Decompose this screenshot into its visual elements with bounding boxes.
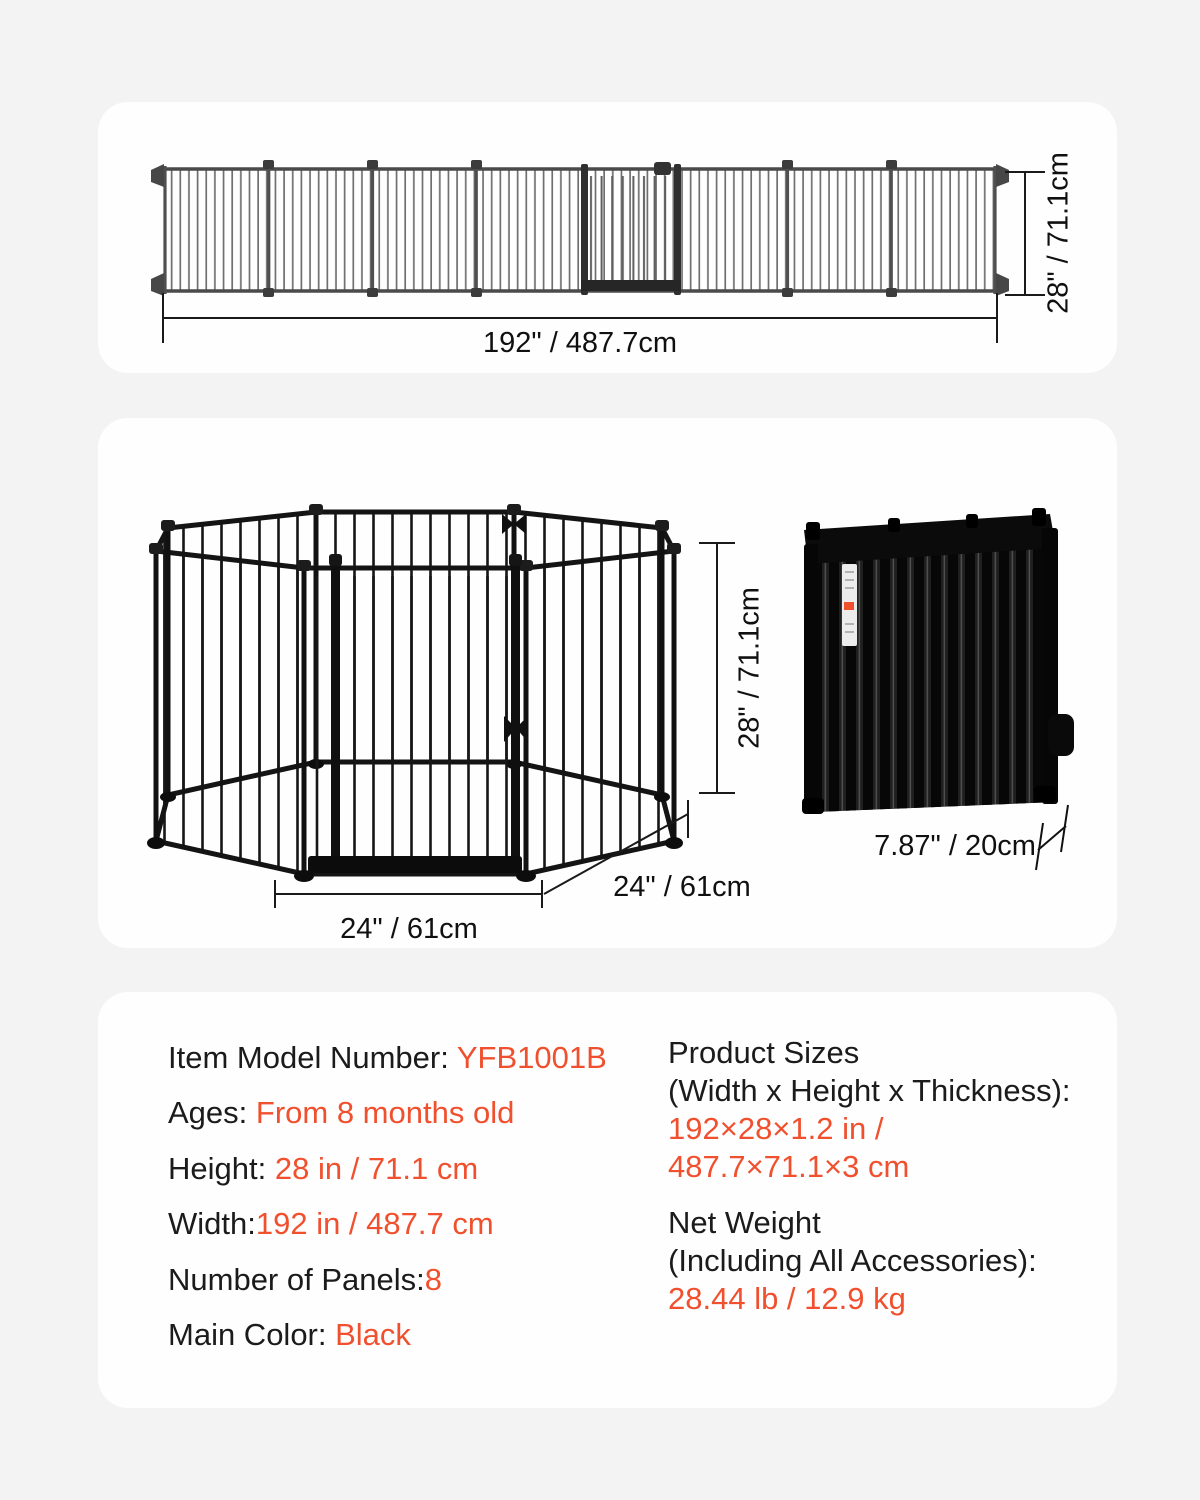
spec-label: Item Model Number: — [168, 1040, 457, 1075]
spec-row-width — [168, 1206, 494, 1242]
spec-value: YFB1001B — [456, 1040, 607, 1075]
specs-card — [98, 992, 1117, 1408]
door-latch-icon — [654, 162, 671, 175]
product-sticker — [842, 564, 857, 646]
spec-value: From 8 months old — [255, 1095, 515, 1130]
spec-row-color — [168, 1317, 411, 1353]
playpen-card — [98, 418, 1117, 948]
spec-value: Black — [335, 1317, 411, 1352]
spec-line: 28.44 lb / 12.9 kg — [668, 1281, 906, 1316]
octagon-playpen-drawing — [147, 504, 683, 882]
spec-line: 487.7×71.1×3 cm — [668, 1149, 910, 1184]
flat-fence-card — [98, 102, 1117, 373]
spec-line: Product Sizes — [668, 1035, 860, 1070]
pen-height-dimension-line — [699, 543, 735, 793]
spec-value: 28 in / 71.1 cm — [274, 1151, 479, 1186]
spec-label: Width: — [168, 1206, 256, 1241]
dimension-label: 24" / 61cm — [613, 871, 751, 903]
spec-label: Height: — [168, 1151, 275, 1186]
spec-row-ages — [168, 1095, 514, 1131]
flat-fence-drawing — [151, 160, 1009, 297]
spec-value: 8 — [424, 1262, 442, 1297]
spec-line: (Width x Height x Thickness): — [668, 1073, 1071, 1108]
playpen-diagram — [98, 418, 1117, 948]
dimension-label: 7.87" / 20cm — [874, 830, 1036, 862]
spec-block-net-weight — [668, 1204, 1037, 1318]
spec-label: Ages: — [168, 1095, 256, 1130]
spec-line: (Including All Accessories): — [668, 1243, 1037, 1278]
spec-line: Net Weight — [668, 1205, 821, 1240]
spec-label: Number of Panels: — [168, 1262, 425, 1297]
spec-line: 192×28×1.2 in / — [668, 1111, 884, 1146]
height-dimension-line — [1005, 172, 1045, 295]
dimension-label: 192" / 487.7cm — [482, 327, 678, 359]
spec-value: 192 in / 487.7 cm — [255, 1206, 494, 1241]
spec-label: Main Color: — [168, 1317, 336, 1352]
folded-panel-drawing — [802, 508, 1074, 814]
spec-row-height — [168, 1151, 478, 1187]
spec-row-model — [168, 1040, 607, 1076]
spec-row-panels — [168, 1262, 442, 1298]
dimension-label: 24" / 61cm — [340, 913, 478, 945]
gate-handle-icon — [1048, 714, 1074, 756]
folded-thickness-dimension-line — [1036, 805, 1068, 870]
dimension-label: 28" / 71.1cm — [733, 587, 766, 749]
flat-fence-diagram — [98, 102, 1117, 373]
pen-front-width-dimension-line — [275, 880, 542, 908]
spec-block-product-sizes — [668, 1034, 1071, 1186]
gate-door — [581, 162, 681, 295]
dimension-label: 28" / 71.1cm — [1042, 152, 1075, 314]
